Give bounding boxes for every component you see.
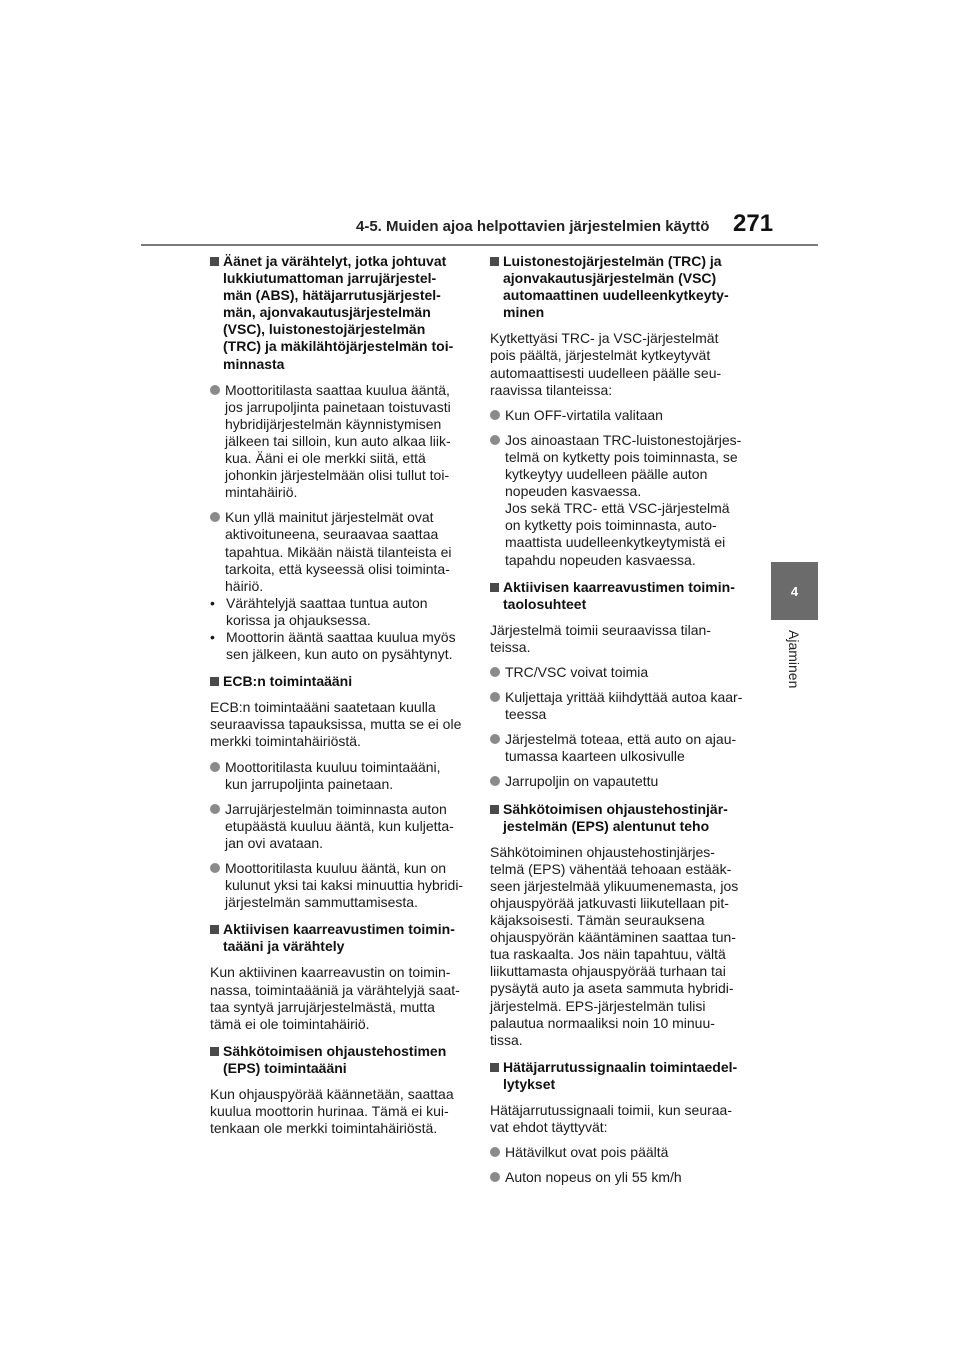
text-line: Kuljettaja yrittää kiihdyttää autoa kaar- [505, 689, 743, 706]
text-line: käjaksoisesti. Tämän seurauksena [490, 912, 705, 929]
text-line: Aktiivisen kaarreavustimen toimin- [223, 921, 455, 938]
text-line: sen jälkeen, kun auto on pysähtynyt. [226, 646, 453, 663]
text-line: seen järjestelmää ylikuumenemasta, jos [490, 877, 739, 894]
text-line: automaattinen uudelleenkytkeyty- [503, 287, 729, 304]
text-line: vat ehdot täyttyvät: [490, 1119, 608, 1136]
text-line: Kun ohjauspyörää käännetään, saattaa [210, 1086, 454, 1103]
bullet-item [210, 801, 472, 852]
circle-bullet-icon [490, 1172, 500, 1182]
text-line: Jarrupoljin on vapautettu [505, 773, 659, 790]
bullet-item [490, 432, 756, 569]
text-line: seuraavissa tapauksissa, mutta se ei ole [210, 716, 462, 733]
text-line: on kytketty pois toiminnasta, auto- [505, 517, 717, 534]
bullet-item [210, 509, 472, 594]
section-heading [210, 1043, 472, 1077]
section-heading [210, 673, 472, 690]
text-line: johonkin järjestelmään olisi tullut toi- [225, 467, 450, 484]
text-line: tämä ei ole toimintahäiriö. [210, 1015, 370, 1032]
text-line: taolosuhteet [503, 595, 587, 612]
text-line: Moottoritilasta saattaa kuulua ääntä, [225, 381, 450, 398]
text-line: Hätävilkut ovat pois päältä [505, 1144, 669, 1161]
text-line: teissa. [490, 638, 531, 655]
text-line: maattista uudelleenkytkeytymistä ei [505, 534, 726, 551]
header-rule [141, 244, 818, 246]
text-line: män, ajonvakautusjärjestelmän [223, 304, 431, 321]
text-line: jälkeen tai silloin, kun auto alkaa liik- [225, 432, 451, 449]
circle-bullet-icon [210, 804, 220, 814]
text-line: ECB:n toimintaääni [223, 673, 353, 690]
text-line: Kun yllä mainitut järjestelmät ovat [225, 509, 434, 526]
square-bullet-icon [490, 1063, 499, 1072]
square-bullet-icon [210, 257, 219, 266]
circle-bullet-icon [210, 512, 220, 522]
text-line: tapahdu nopeuden kasvaessa. [505, 551, 696, 568]
text-line: Auton nopeus on yli 55 km/h [505, 1169, 682, 1186]
text-line: kun jarrupoljinta painetaan. [225, 775, 394, 792]
bullet-item [490, 773, 756, 790]
circle-bullet-icon [490, 692, 500, 702]
square-bullet-icon [490, 257, 499, 266]
text-line: Luistonestojärjestelmän (TRC) ja [503, 253, 722, 269]
bullet-item [490, 1169, 756, 1186]
section-heading [490, 579, 756, 613]
bullet-item [490, 1144, 756, 1161]
text-line: Moottoritilasta kuuluu toimintaääni, [225, 758, 441, 775]
text-line: minen [503, 304, 545, 321]
text-line: merkki toimintahäiriöstä. [210, 733, 361, 750]
text-line: jestelmän (EPS) alentunut teho [503, 817, 710, 834]
text-line: mintahäiriö. [225, 484, 298, 501]
text-line: (TRC) ja mäkilähtöjärjestelmän toi- [223, 338, 454, 355]
text-line: taääni ja värähtely [223, 938, 345, 955]
text-line: kulunut yksi tai kaksi minuuttia hybridi- [225, 877, 464, 894]
text-line: (VSC), luistonestojärjestelmän [223, 321, 426, 338]
chapter-label: Ajaminen [786, 630, 802, 689]
text-line: Moottorin ääntä saattaa kuulua myös [226, 628, 456, 645]
text-line: Kun aktiivinen kaarreavustin on toimin- [210, 964, 451, 981]
text-line: hybridijärjestelmän käynnistymisen [225, 415, 442, 432]
paragraph [490, 844, 756, 1049]
circle-bullet-icon [490, 776, 500, 786]
text-line: nassa, toimintaääniä ja värähtelyjä saat- [210, 981, 460, 998]
text-line: Sähkötoiminen ohjaustehostinjärjes- [490, 843, 715, 860]
section-heading [210, 253, 472, 373]
text-line: Jarrujärjestelmän toiminnasta auton [225, 800, 447, 817]
text-line: palautua normaaliksi noin 10 minuu- [490, 1014, 715, 1031]
square-bullet-icon [490, 583, 499, 592]
text-line: minnasta [223, 355, 285, 372]
text-line: (EPS) toimintaääni [223, 1059, 347, 1076]
paragraph [210, 964, 472, 1032]
text-line: kua. Ääni ei ole merkki siitä, että [225, 450, 426, 467]
bullet-item [490, 407, 756, 424]
paragraph [210, 1086, 472, 1137]
paragraph [210, 699, 472, 750]
text-line: TRC/VSC voivat toimia [505, 663, 649, 680]
text-line: tumassa kaarteen ulkosivulle [505, 748, 685, 765]
text-line: teessa [505, 706, 547, 723]
text-line: Jos ainoastaan TRC-luistonestojärjes- [505, 431, 742, 448]
text-line: kytkeytyy uudelleen päälle auton [505, 466, 708, 483]
text-line: Sähkötoimisen ohjaustehostimen [223, 1042, 447, 1059]
text-line: Järjestelmä toimii seuraavissa tilan- [490, 621, 711, 638]
text-line: telmä on kytketty pois toiminnasta, se [505, 448, 738, 465]
section-heading [210, 921, 472, 955]
bullet-item [490, 664, 756, 681]
text-line: Sähkötoimisen ohjaustehostinjär- [503, 800, 728, 817]
text-line: tua raskaalta. Jos näin tapahtuu, vältä [490, 946, 726, 963]
square-bullet-icon [210, 925, 219, 934]
chapter-tab [771, 562, 818, 620]
section-heading [490, 253, 756, 321]
square-bullet-icon [210, 1047, 219, 1056]
circle-bullet-icon [490, 667, 500, 677]
text-line: häiriö. [225, 577, 264, 594]
dash-item: • Värähtelyjä saattaa tuntua auton korissa ja ohjauksessa. [210, 594, 428, 628]
text-line: tarkoita, että kyseessä olisi toiminta- [225, 560, 450, 577]
square-bullet-icon [210, 677, 219, 686]
text-line: pois päältä, järjestelmät kytkeytyvät [490, 347, 711, 364]
bullet-item [490, 731, 756, 765]
text-line: nopeuden kasvaessa. [505, 483, 642, 500]
text-line: taa syntyä jarrujärjestelmästä, mutta [210, 998, 435, 1015]
text-line: Värähtelyjä saattaa tuntua auton [226, 594, 428, 611]
text-line: pysäytä auto ja aseta sammuta hybridi- [490, 980, 734, 997]
section-heading [490, 801, 756, 835]
text-line: Moottoritilasta kuuluu ääntä, kun on [225, 860, 447, 876]
text-line: jan ovi avataan. [225, 834, 324, 851]
circle-bullet-icon [490, 410, 500, 420]
page-header-title: 4-5. Muiden ajoa helpottavien järjestelmien käyttö [356, 218, 710, 235]
text-line: järjestelmän sammuttamisesta. [225, 894, 418, 911]
right-column [490, 253, 756, 1194]
text-line: ECB:n toimintaääni saatetaan kuulla [210, 699, 436, 716]
text-line: ajonvakautusjärjestelmän (VSC) [503, 270, 717, 287]
square-bullet-icon [490, 805, 499, 814]
paragraph [490, 330, 756, 398]
bullet-item [210, 759, 472, 793]
bullet-item [210, 382, 472, 502]
text-line: raavissa tilanteissa: [490, 381, 613, 398]
circle-bullet-icon [210, 762, 220, 772]
dash-item: • Moottorin ääntä saattaa kuulua myös sen jälkeen, kun auto on pysähtynyt. [210, 628, 456, 663]
text-line: kuulua moottorin hurinaa. Tämä ei kui- [210, 1103, 449, 1120]
section-heading [490, 1059, 756, 1093]
text-line: män (ABS), hätäjarrutusjärjestel- [223, 287, 441, 304]
text-line: järjestelmä. EPS-järjestelmän tulisi [490, 997, 706, 1014]
text-line: Jos sekä TRC- että VSC-järjestelmä [505, 500, 730, 517]
circle-bullet-icon [490, 734, 500, 744]
text-line: aktivoituneena, seuraavaa saattaa [225, 526, 439, 543]
text-line: automaattisesti uudelleen päälle seu- [490, 364, 722, 381]
left-column [210, 253, 472, 1145]
text-line: Hätäjarrutussignaali toimii, kun seuraa- [490, 1102, 732, 1119]
circle-bullet-icon [210, 863, 220, 873]
text-line: Äänet ja värähtelyt, jotka johtuvat [223, 253, 447, 269]
circle-bullet-icon [490, 1147, 500, 1157]
text-line: telmä (EPS) vähentää tehoaan estääk- [490, 860, 732, 877]
text-line: liikuttamasta ohjauspyörää turhaan tai [490, 963, 726, 980]
text-line: tissa. [490, 1031, 523, 1048]
text-line: Kun OFF-virtatila valitaan [505, 406, 663, 423]
bullet-item [210, 860, 472, 911]
text-line: korissa ja ohjauksessa. [226, 611, 371, 628]
bullet-item [490, 689, 756, 723]
text-line: Kytkettyäsi TRC- ja VSC-järjestelmät [490, 330, 719, 347]
text-line: ohjauspyörää jatkuvasti liikutellaan pit- [490, 895, 729, 911]
circle-bullet-icon [490, 435, 500, 445]
text-line: etupäästä kuuluu ääntä, kun kuljetta- [225, 817, 454, 834]
text-line: Järjestelmä toteaa, että auto on ajau- [505, 731, 737, 748]
text-line: lukkiutumattoman jarrujärjestel- [223, 270, 437, 287]
text-line: ohjauspyörän kääntäminen saattaa tun- [490, 929, 736, 946]
circle-bullet-icon [210, 385, 220, 395]
paragraph [490, 1102, 756, 1136]
text-line: Aktiivisen kaarreavustimen toimin- [503, 578, 735, 595]
chapter-number: 4 [790, 584, 799, 599]
text-line: tapahtua. Mikään näistä tilanteista ei [225, 543, 452, 560]
text-line: tenkaan ole merkki toimintahäiriöstä. [210, 1120, 438, 1137]
text-line: lytykset [503, 1075, 556, 1092]
page-number: 271 [733, 210, 774, 237]
text-line: Hätäjarrutussignaalin toimintaedel- [503, 1058, 738, 1075]
paragraph [490, 622, 756, 656]
text-line: jos jarrupoljinta painetaan toistuvasti [225, 398, 451, 415]
